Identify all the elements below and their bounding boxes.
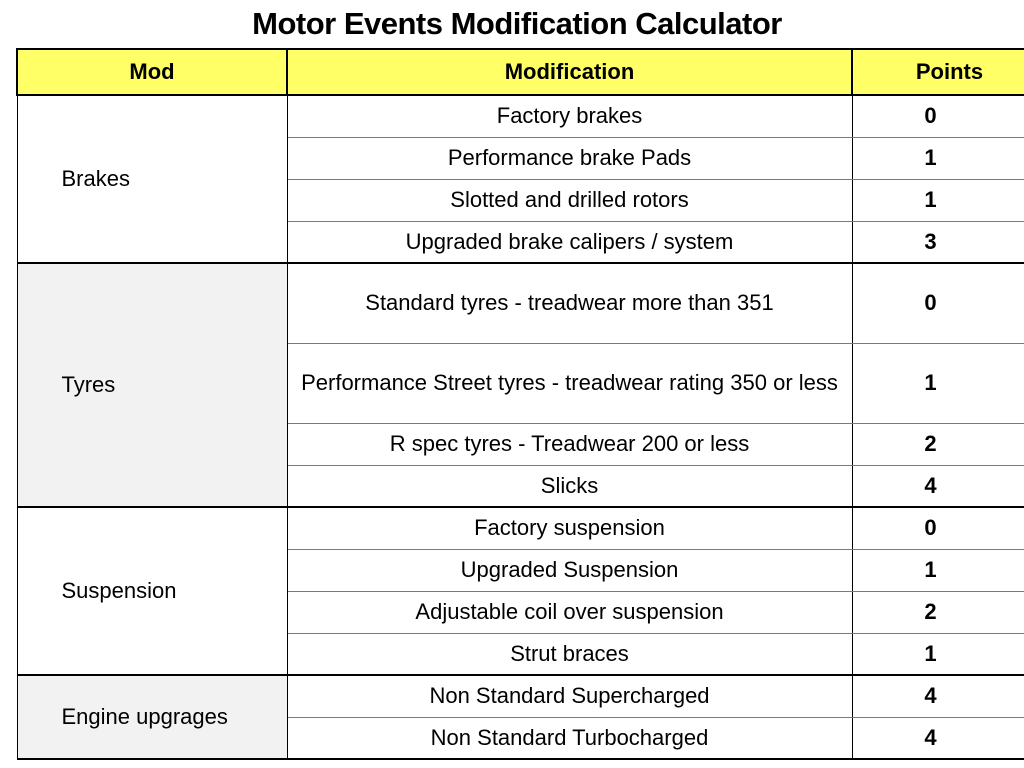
modification-cell: Standard tyres - treadwear more than 351: [287, 263, 852, 343]
points-cell: 3: [852, 221, 1024, 263]
header-mod: Mod: [17, 49, 287, 95]
modification-cell: R spec tyres - Treadwear 200 or less: [287, 423, 852, 465]
modification-cell: Slotted and drilled rotors: [287, 179, 852, 221]
points-cell: 1: [852, 549, 1024, 591]
modification-cell: Non Standard Supercharged: [287, 675, 852, 717]
points-cell: 1: [852, 137, 1024, 179]
modification-cell: Upgraded brake calipers / system: [287, 221, 852, 263]
points-cell: 2: [852, 423, 1024, 465]
points-cell: 1: [852, 179, 1024, 221]
header-modification: Modification: [287, 49, 852, 95]
table-row: [17, 263, 1024, 343]
points-cell: 0: [852, 507, 1024, 549]
modification-cell: Adjustable coil over suspension: [287, 591, 852, 633]
points-cell: 0: [852, 263, 1024, 343]
modification-cell: Factory suspension: [287, 507, 852, 549]
header-points: Points: [852, 49, 1024, 95]
mod-cell: Tyres: [17, 263, 287, 507]
modification-cell: Performance brake Pads: [287, 137, 852, 179]
points-cell: 2: [852, 591, 1024, 633]
points-cell: 0: [852, 95, 1024, 137]
modification-cell: Slicks: [287, 465, 852, 507]
table-row: [17, 675, 1024, 717]
mod-cell: Suspension: [17, 507, 287, 675]
points-cell: 4: [852, 465, 1024, 507]
modification-cell: Performance Street tyres - treadwear rating 350 or less: [287, 343, 852, 423]
modification-cell: Upgraded Suspension: [287, 549, 852, 591]
table-row: [17, 95, 1024, 137]
points-cell: 1: [852, 343, 1024, 423]
page-title: Motor Events Modification Calculator: [252, 6, 782, 41]
group-suspension: [17, 507, 1024, 675]
points-cell: 4: [852, 675, 1024, 717]
group-tyres: [17, 263, 1024, 507]
modification-cell: Strut braces: [287, 633, 852, 675]
points-cell: 1: [852, 633, 1024, 675]
modification-cell: Factory brakes: [287, 95, 852, 137]
header-row: [17, 49, 1024, 95]
modification-table: [16, 48, 1024, 760]
mod-cell: Engine upgrages: [17, 675, 287, 759]
points-cell: 4: [852, 717, 1024, 759]
group-engine-upgrades: [17, 675, 1024, 759]
modification-cell: Non Standard Turbocharged: [287, 717, 852, 759]
group-brakes: [17, 95, 1024, 263]
table-row: [17, 507, 1024, 549]
mod-cell: Brakes: [17, 95, 287, 263]
